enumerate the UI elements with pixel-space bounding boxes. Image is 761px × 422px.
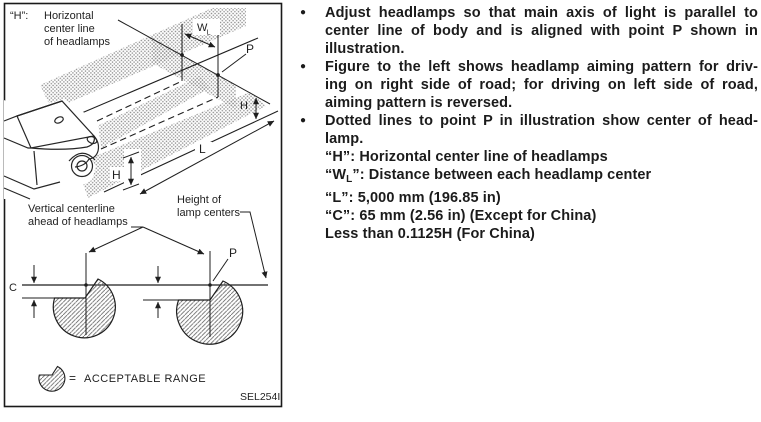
spec-wl-suffix: ”: Distance between each headlamp center xyxy=(352,167,652,183)
crosshair-dot-left xyxy=(84,283,88,287)
bullet-icon: ● xyxy=(300,7,307,18)
crosshair-dot-right xyxy=(208,283,212,287)
legend-label: ACCEPTABLE RANGE xyxy=(84,373,207,385)
bullet-text xyxy=(325,4,758,58)
spec-line-c: “C”: 65 mm (2.56 in) (Except for China) xyxy=(325,208,597,224)
bullet-line: illustration. xyxy=(325,41,405,57)
bullet-text xyxy=(325,112,758,148)
lamp-center-dot-left xyxy=(180,53,184,57)
p-top-label: P xyxy=(246,42,255,56)
wl-label-sub: L xyxy=(206,27,211,37)
wl-label: W xyxy=(197,22,208,34)
bullet-line: ing on right side of road; for driving on left side of road, xyxy=(325,77,758,93)
l-label: L xyxy=(199,142,206,156)
bullet-line: Dotted lines to point P in illustration show center of head- xyxy=(325,113,758,129)
h-right-label: H xyxy=(240,100,248,112)
bullet-icon: ● xyxy=(300,115,307,126)
corner-label-line2: center line xyxy=(44,23,95,35)
spec-line-h: “H”: Horizontal center line of headlamps xyxy=(325,149,608,165)
spec-wl-subscript: L xyxy=(346,174,353,185)
corner-label-key: “H”: xyxy=(10,10,29,22)
headlamp-aiming-figure xyxy=(0,0,292,422)
spec-line-l: “L”: 5,000 mm (196.85 in) xyxy=(325,190,501,206)
dimension-spec-list xyxy=(325,148,758,243)
c-label: C xyxy=(9,282,17,294)
callout-vertical-centerline-line1: Vertical centerline xyxy=(28,203,115,215)
corner-label-line3: of headlamps xyxy=(44,36,111,48)
corner-label-line1: Horizontal xyxy=(44,10,94,22)
spec-line-wl xyxy=(325,166,758,189)
bullet-line: center line of body and is aligned with point P shown in xyxy=(325,23,758,39)
bullet-item-dotted-lines xyxy=(300,112,758,148)
callout-vertical-centerline-line2: ahead of headlamps xyxy=(28,216,128,228)
bullet-text xyxy=(325,58,758,112)
lamp-center-dot-right xyxy=(216,73,220,77)
p-bottom-label: P xyxy=(229,246,238,260)
h-bottom-label: H xyxy=(112,168,121,182)
legend-equals: = xyxy=(69,371,77,385)
callout-height-line2: lamp centers xyxy=(177,207,240,219)
spec-line-china: Less than 0.1125H (For China) xyxy=(325,226,535,242)
bullet-line: Figure to the left shows headlamp aiming pattern for driv- xyxy=(325,59,758,75)
bullet-line: Adjust headlamps so that main axis of light is parallel to xyxy=(325,5,758,21)
instructions-column xyxy=(300,4,758,243)
bullet-item-adjust xyxy=(300,4,758,58)
bullet-line: lamp. xyxy=(325,131,364,147)
bullet-item-figure xyxy=(300,58,758,112)
spec-wl-prefix: “W xyxy=(325,167,347,183)
figure-code: SEL254I xyxy=(240,391,281,403)
callout-height-line1: Height of xyxy=(177,194,222,206)
bullet-icon: ● xyxy=(300,61,307,72)
bullet-line: aiming pattern is reversed. xyxy=(325,95,513,111)
